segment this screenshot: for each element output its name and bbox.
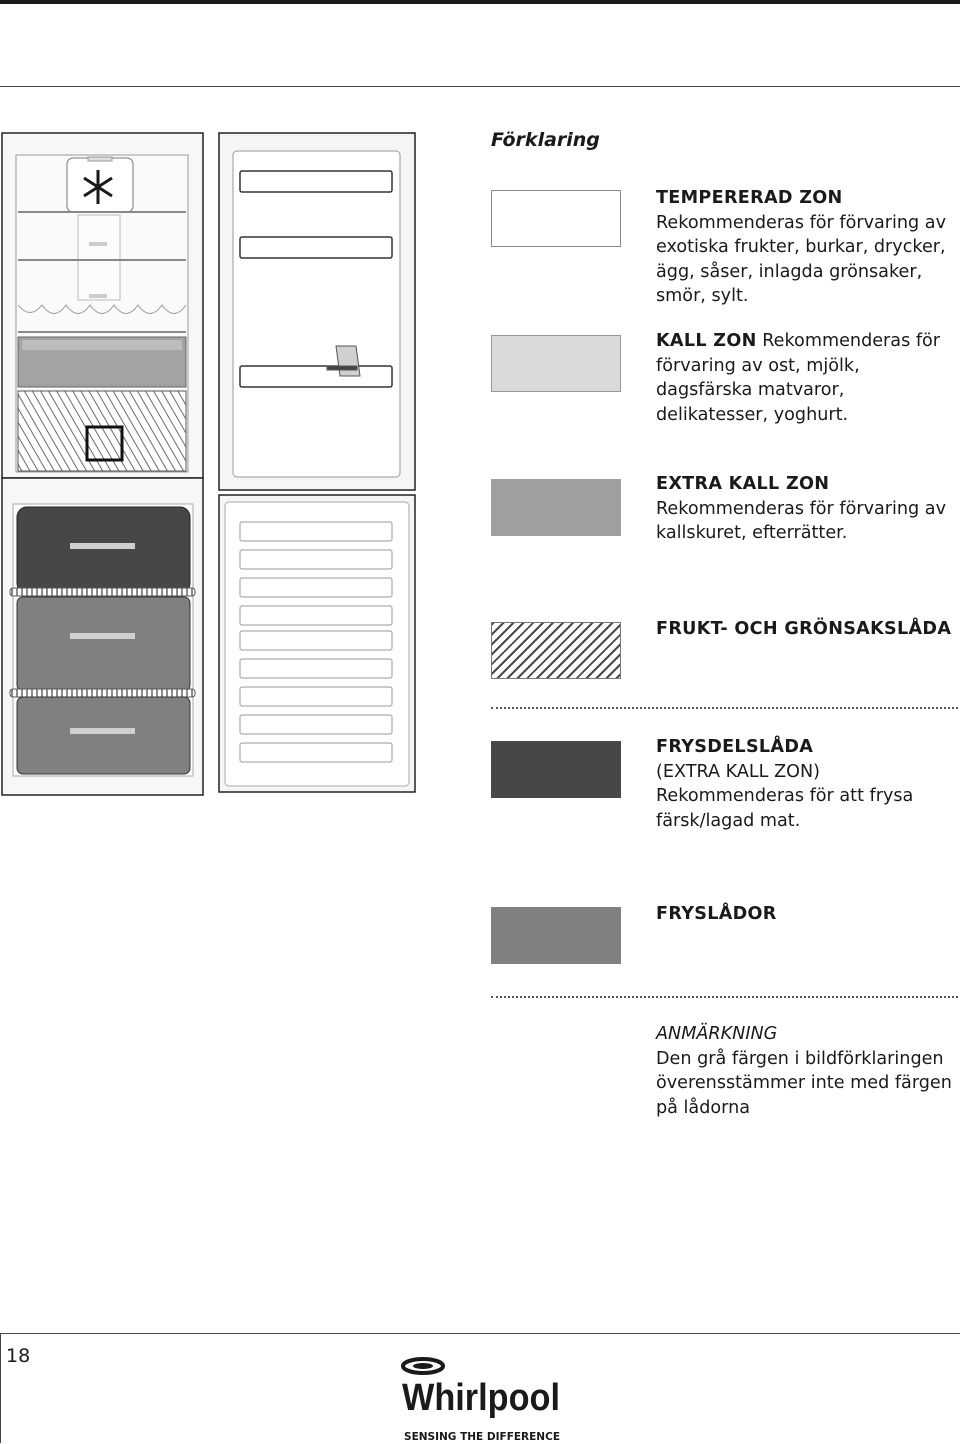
swatch-temperate-zone xyxy=(491,190,621,247)
legend-heading: FRYSLÅDOR xyxy=(656,904,777,924)
legend-item-extra-cold-zone xyxy=(656,472,956,546)
legend-text: Rekommenderas för förvaring av exotiska frukter, burkar, drycker, ägg, såser, inlagda grönsaker, smör, sylt. xyxy=(656,212,946,306)
dotted-separator xyxy=(491,707,958,709)
legend-text: Rekommenderas för att frysa färsk/lagad mat. xyxy=(656,786,914,831)
swatch-cold-zone xyxy=(491,335,621,392)
top-rule xyxy=(0,0,960,4)
freezer-door xyxy=(219,495,415,792)
legend-item-freezer-drawer xyxy=(656,735,956,833)
header-rule xyxy=(0,86,960,87)
legend-title: Förklaring xyxy=(491,129,600,151)
brand-name: Whirlpool xyxy=(402,1377,560,1419)
legend-note xyxy=(656,1022,956,1120)
legend-item-temperate-zone xyxy=(656,186,956,309)
legend-subtext: (EXTRA KALL ZON) xyxy=(656,761,820,782)
swatch-freezer-drawers xyxy=(491,907,621,964)
footer-rule xyxy=(0,1333,960,1334)
legend-heading: TEMPERERAD ZON xyxy=(656,188,843,208)
swatch-freezer-drawer xyxy=(491,741,621,798)
legend-heading: FRUKT- OCH GRÖNSAKSLÅDA xyxy=(656,619,952,639)
brand-tagline: SENSING THE DIFFERENCE xyxy=(404,1430,560,1443)
freezer-interior xyxy=(2,478,203,795)
swatch-extra-cold-zone xyxy=(491,479,621,536)
fridge-interior xyxy=(2,133,203,478)
whirlpool-swirl-icon xyxy=(403,1359,443,1373)
dotted-separator xyxy=(491,996,958,998)
legend-heading: EXTRA KALL ZON xyxy=(656,474,830,494)
note-heading: ANMÄRKNING xyxy=(656,1024,778,1044)
whirlpool-logo xyxy=(396,1354,566,1444)
legend-text: Rekommenderas för förvaring av kallskuret, efterrätter. xyxy=(656,498,946,543)
fridge-illustration xyxy=(0,130,420,800)
note-text: Den grå färgen i bildförklaringen överensstämmer inte med färgen på lådorna xyxy=(656,1048,952,1118)
legend-heading: FRYSDELSLÅDA xyxy=(656,737,814,757)
legend-item-cold-zone xyxy=(656,329,956,427)
footer-vertical-rule xyxy=(0,1333,1,1443)
swatch-vegetable-drawer xyxy=(491,622,621,679)
legend-item-freezer-drawers xyxy=(656,902,956,927)
legend-item-vegetable-drawer xyxy=(656,617,956,642)
fridge-door xyxy=(219,133,415,490)
legend-heading: KALL ZON xyxy=(656,331,757,351)
page-number: 18 xyxy=(6,1345,31,1367)
legend-text: Rekommenderas för förvaring av ost, mjölk, dagsfärska matvaror, delikatesser, yoghurt. xyxy=(656,331,941,425)
